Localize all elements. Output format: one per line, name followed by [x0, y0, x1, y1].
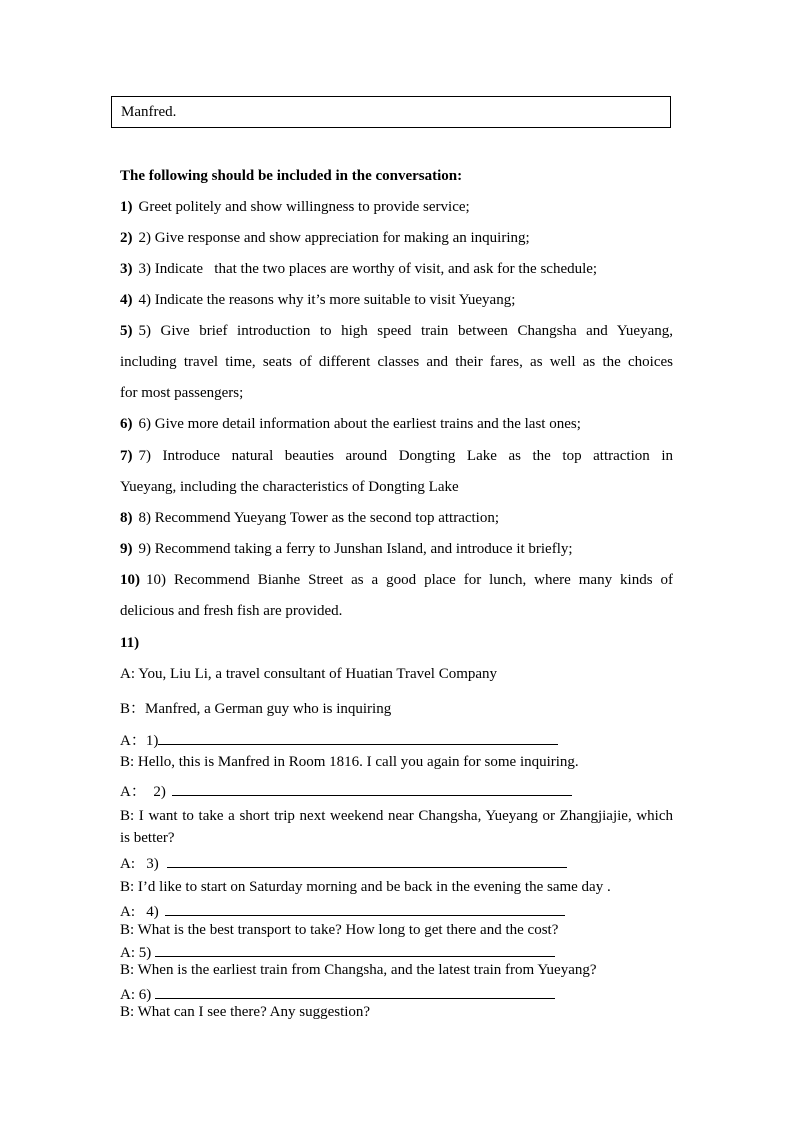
dialogue-b4: B: What is the best transport to take? How long to get there and the cost? [120, 922, 559, 938]
dialogue-a1 [120, 729, 558, 750]
speaker-prompt: A: 3) [120, 856, 159, 872]
dialogue-b1: B: Hello, this is Manfred in Room 1816. I call you again for some inquiring. [120, 754, 579, 770]
item-text: 6) Give more detail information about the earliest trains and the last ones; [138, 416, 581, 432]
item-number: 2) [120, 230, 133, 246]
item-text: 3) Indicate that the two places are worthy of visit, and ask for the schedule; [138, 261, 598, 277]
speaker-prompt: A: 5) [120, 945, 152, 961]
item-number: 3) [120, 261, 133, 277]
item-1 [120, 199, 470, 216]
item-4 [120, 292, 515, 309]
answer-blank[interactable] [155, 984, 555, 999]
answer-blank[interactable] [155, 942, 555, 957]
answer-blank[interactable] [172, 781, 572, 796]
dialogue-a5 [120, 942, 555, 962]
item-10-continuation: delicious and fresh fish are provided. [120, 603, 343, 619]
role-b: B：Manfred, a German guy who is inquiring [120, 701, 392, 717]
item-5-continuation: for most passengers; [120, 385, 244, 401]
speaker-prompt: A：1) [120, 733, 159, 749]
item-2 [120, 230, 530, 247]
item-11 [120, 635, 145, 652]
item-number: 7) [120, 448, 133, 464]
item-text: 10) Recommend Bianhe Street as a good place for lunch, where many kinds of [146, 572, 673, 588]
item-text: 4) Indicate the reasons why it’s more suitable to visit Yueyang; [138, 292, 516, 308]
name-box [111, 96, 671, 128]
role-a: A: You, Liu Li, a travel consultant of Huatian Travel Company [120, 666, 498, 682]
item-number: 4) [120, 292, 133, 308]
item-5-continuation: including travel time, seats of different classes and their fares, as well as the choices [120, 354, 673, 370]
box-text: Manfred. [121, 104, 177, 120]
item-text: 9) Recommend taking a ferry to Junshan Island, and introduce it briefly; [138, 541, 573, 557]
speaker-prompt: A: 6) [120, 987, 152, 1003]
speaker-prompt: A： 2) [120, 784, 166, 800]
item-8 [120, 510, 499, 527]
instructions-heading: The following should be included in the conversation: [120, 168, 463, 184]
item-3 [120, 261, 597, 278]
item-number: 11) [120, 635, 140, 651]
item-10 [120, 572, 673, 589]
dialogue-b5: B: When is the earliest train from Changsha, and the latest train from Yueyang? [120, 962, 597, 978]
item-9 [120, 541, 573, 558]
dialogue-b2: B: I want to take a short trip next weekend near Changsha, Yueyang or Zhangjiajie, which is better? [120, 808, 673, 846]
dialogue-a3 [120, 853, 567, 873]
item-text: 2) Give response and show appreciation for making an inquiring; [138, 230, 530, 246]
item-7-continuation: Yueyang, including the characteristics of Dongting Lake [120, 479, 459, 495]
item-text: Greet politely and show willingness to provide service; [138, 199, 470, 215]
speaker-prompt: A: 4) [120, 904, 159, 920]
item-number: 1) [120, 199, 133, 215]
item-5 [120, 323, 673, 340]
item-number: 10) [120, 572, 140, 588]
item-text: 7) Introduce natural beauties around Dongting Lake as the top attraction in [138, 448, 673, 464]
item-number: 8) [120, 510, 133, 526]
answer-blank[interactable] [167, 853, 567, 868]
dialogue-a2 [120, 780, 572, 801]
item-number: 5) [120, 323, 133, 339]
answer-blank[interactable] [158, 730, 558, 745]
item-number: 6) [120, 416, 133, 432]
item-7 [120, 448, 673, 465]
dialogue-b3: B: I’d like to start on Saturday morning and be back in the evening the same day . [120, 879, 611, 895]
item-6 [120, 416, 581, 433]
dialogue-a4 [120, 901, 565, 921]
dialogue-b6: B: What can I see there? Any suggestion? [120, 1004, 371, 1020]
dialogue-a6 [120, 984, 555, 1004]
item-number: 9) [120, 541, 133, 557]
answer-blank[interactable] [165, 901, 565, 916]
item-text: 8) Recommend Yueyang Tower as the second top attraction; [138, 510, 500, 526]
item-text: 5) Give brief introduction to high speed train between Changsha and Yueyang, [138, 323, 673, 339]
